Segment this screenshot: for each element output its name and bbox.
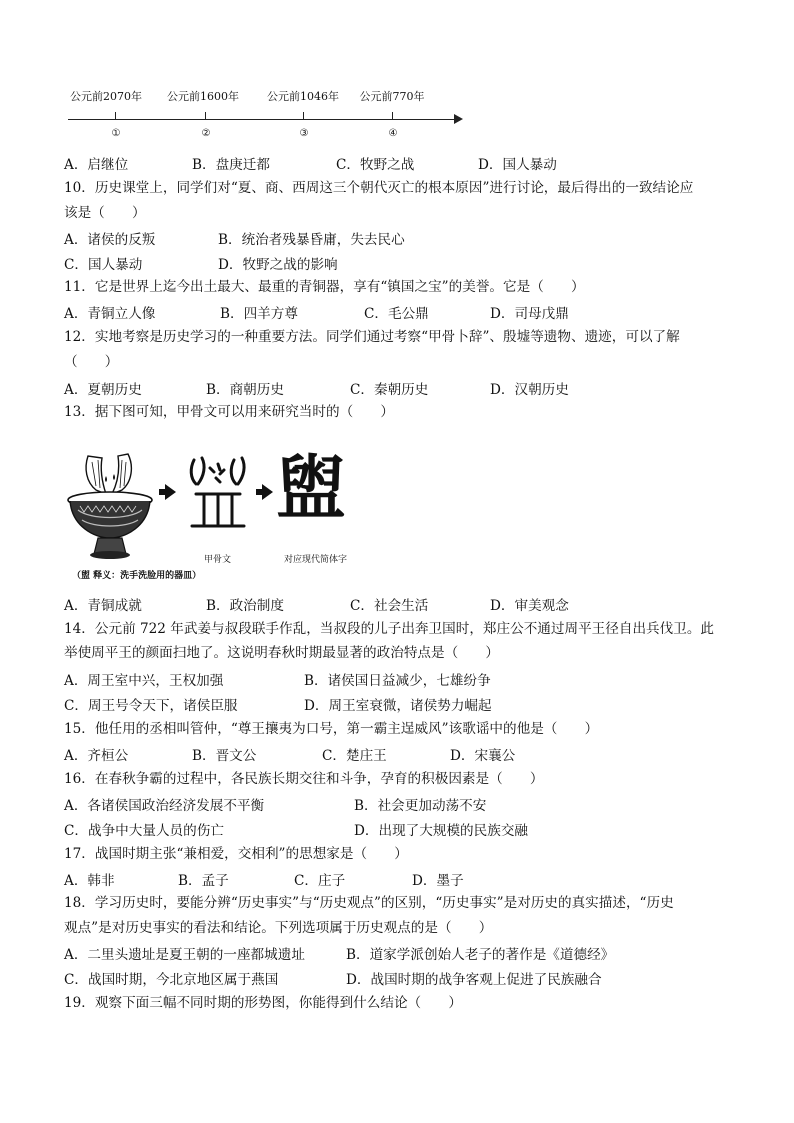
q9-option-c: C．牧野之战	[336, 157, 415, 173]
timeline-axis	[68, 119, 460, 120]
timeline-marker: ③	[299, 128, 309, 139]
q14-stem: 14．公元前 722 年武姜与叔段联手作乱，当叔段的儿子出奔卫国时，郑庄公不通过周平王径自出兵伐卫。此	[64, 621, 715, 637]
right-arrow-icon	[262, 484, 273, 500]
oracle-bone-glyph-icon	[182, 454, 254, 540]
q17-option-a: A．韩非	[64, 873, 115, 889]
timeline-label: 公元前770年	[359, 90, 425, 103]
q12-option-c: C．秦朝历史	[350, 382, 429, 398]
q18-option-c: C．战国时期，今北京地区属于燕国	[64, 972, 279, 988]
caption-modern: 对应现代简体字	[284, 555, 348, 565]
q13-figure	[64, 436, 364, 586]
q15-option-d: D．宋襄公	[450, 748, 516, 764]
q11-option-c: C．毛公鼎	[364, 306, 429, 322]
q10-option-c: C．国人暴动	[64, 257, 143, 273]
timeline-tick	[115, 112, 116, 120]
q11-option-b: B．四羊方尊	[220, 306, 298, 322]
q10-option-d: D．牧野之战的影响	[218, 257, 338, 273]
q11-option-d: D．司母戊鼎	[490, 306, 569, 322]
timeline-marker: ②	[201, 128, 211, 139]
q18-option-b: B．道家学派创始人老子的著作是《道德经》	[346, 947, 615, 963]
q14-option-c: C．周王号令天下，诸侯臣服	[64, 698, 238, 714]
q10-stem: 10．历史课堂上，同学们对“夏、商、西周这三个朝代灭亡的根本原因”进行讨论，最后得出的一致结论应	[64, 180, 694, 196]
q16-stem: 16．在春秋争霸的过程中，各民族长期交往和斗争，孕育的积极因素是（ ）	[64, 771, 544, 787]
modern-character: 盥	[276, 446, 346, 529]
q17-stem: 17．战国时期主张“兼相爱，交相利”的思想家是（ ）	[64, 846, 408, 862]
q12-option-a: A．夏朝历史	[64, 382, 142, 398]
q16-option-d: D．出现了大规模的民族交融	[354, 823, 529, 839]
q15-option-b: B．晋文公	[192, 748, 257, 764]
q13-option-b: B．政治制度	[206, 598, 284, 614]
q12-stem: 12．实地考察是历史学习的一种重要方法。同学们通过考察“甲骨卜辞”、殷墟等遗物、遗迹，可以了解	[64, 329, 680, 345]
q15-stem: 15．他任用的丞相叫管仲，“尊王攘夷为口号，第一霸主逞威风”该歌谣中的他是（ ）	[64, 721, 599, 737]
q18-option-d: D．战国时期的战争客观上促进了民族融合	[346, 972, 602, 988]
q14-stem-cont: 举使周平王的颜面扫地了。这说明春秋时期最显著的政治特点是（ ）	[64, 645, 499, 661]
washing-basin-icon	[66, 446, 154, 566]
q9-option-b: B．盘庚迁都	[192, 157, 270, 173]
q11-stem: 11．它是世界上迄今出土最大、最重的青铜器，享有“镇国之宝”的美誉。它是（ ）	[64, 279, 585, 295]
q13-option-a: A．青铜成就	[64, 598, 142, 614]
q13-stem: 13．据下图可知，甲骨文可以用来研究当时的（ ）	[64, 404, 394, 420]
q9-option-a: A．启继位	[64, 157, 129, 173]
q11-option-a: A．青铜立人像	[64, 306, 156, 322]
q17-option-b: B．孟子	[178, 873, 229, 889]
q12-option-d: D．汉朝历史	[490, 382, 569, 398]
caption-oracle: 甲骨文	[204, 555, 232, 565]
q12-stem-cont: （ ）	[64, 354, 119, 370]
timeline-label: 公元前2070年	[70, 90, 142, 103]
timeline-marker: ①	[111, 128, 121, 139]
timeline-tick	[303, 112, 304, 120]
q19-stem: 19．观察下面三幅不同时期的形势图，你能得到什么结论（ ）	[64, 995, 462, 1011]
q17-option-c: C．庄子	[294, 873, 346, 889]
q14-option-d: D．周王室衰微，诸侯势力崛起	[304, 698, 492, 714]
timeline-figure	[60, 88, 470, 148]
timeline-tick	[392, 112, 393, 120]
q14-option-a: A．周王室中兴，王权加强	[64, 673, 224, 689]
q18-stem: 18．学习历史时，要能分辨“历史事实”与“历史观点”的区别，“历史事实”是对历史的真实描述，“历史	[64, 895, 674, 911]
q10-stem-cont: 该是（ ）	[64, 205, 146, 221]
right-arrow-icon	[165, 484, 176, 500]
timeline-arrow-icon	[454, 114, 463, 124]
q16-option-c: C．战争中大量人员的伤亡	[64, 823, 224, 839]
q9-option-d: D．国人暴动	[478, 157, 557, 173]
q14-option-b: B．诸侯国日益减少，七雄纷争	[304, 673, 491, 689]
q15-option-a: A．齐桓公	[64, 748, 129, 764]
timeline-label: 公元前1046年	[267, 90, 339, 103]
q18-option-a: A．二里头遗址是夏王朝的一座都城遗址	[64, 947, 305, 963]
q13-option-d: D．审美观念	[490, 598, 569, 614]
q18-stem-cont: 观点”是对历史事实的看法和结论。下列选项属于历史观点的是（ ）	[64, 920, 493, 936]
q15-option-c: C．楚庄王	[322, 748, 387, 764]
timeline-tick	[205, 112, 206, 120]
q10-option-a: A．诸侯的反叛	[64, 232, 156, 248]
q16-option-b: B．社会更加动荡不安	[354, 798, 487, 814]
timeline-marker: ④	[388, 128, 398, 139]
timeline-label: 公元前1600年	[167, 90, 239, 103]
q17-option-d: D．墨子	[412, 873, 464, 889]
caption-bottom: （盥 释义：洗手洗脸用的器皿）	[72, 571, 202, 581]
q16-option-a: A．各诸侯国政治经济发展不平衡	[64, 798, 265, 814]
q13-option-c: C．社会生活	[350, 598, 429, 614]
q10-option-b: B．统治者残暴昏庸，失去民心	[218, 232, 405, 248]
q12-option-b: B．商朝历史	[206, 382, 284, 398]
